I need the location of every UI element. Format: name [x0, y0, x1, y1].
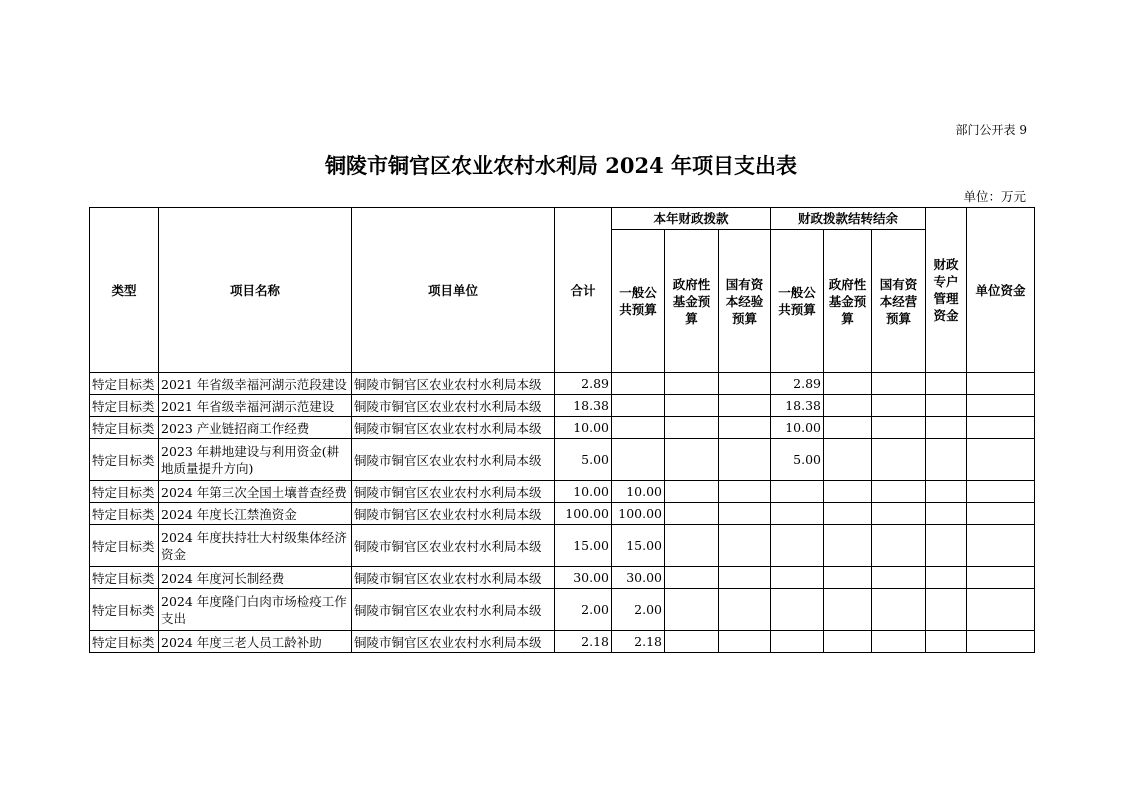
cell-project-name: 2024 年度扶持壮大村级集体经济资金 — [159, 525, 352, 567]
cell-unit-fund — [967, 525, 1035, 567]
cell-special-fund — [926, 525, 967, 567]
header-carry-general-public: 一般公共预算 — [771, 230, 824, 373]
cell-carry-general-public: 5.00 — [771, 439, 824, 481]
cell-total: 100.00 — [555, 503, 612, 525]
cell-total: 2.89 — [555, 373, 612, 395]
cell-carry-general-public — [771, 589, 824, 631]
cell-unit-fund — [967, 417, 1035, 439]
cell-state-capital — [719, 439, 771, 481]
cell-total: 10.00 — [555, 481, 612, 503]
cell-special-fund — [926, 481, 967, 503]
header-special-fund: 财政专户管理资金 — [926, 208, 967, 373]
cell-project-name: 2024 年度隆门白肉市场检疫工作支出 — [159, 589, 352, 631]
cell-general-public: 10.00 — [612, 481, 665, 503]
cell-carry-gov-fund — [824, 373, 872, 395]
header-gov-fund: 政府性基金预算 — [665, 230, 719, 373]
cell-total: 15.00 — [555, 525, 612, 567]
cell-gov-fund — [665, 567, 719, 589]
cell-type: 特定目标类 — [90, 395, 159, 417]
header-type: 类型 — [90, 208, 159, 373]
cell-state-capital — [719, 525, 771, 567]
cell-carry-state-capital — [872, 395, 926, 417]
cell-special-fund — [926, 417, 967, 439]
cell-project-unit: 铜陵市铜官区农业农村水利局本级 — [352, 373, 555, 395]
document-code: 部门公开表 9 — [955, 123, 1027, 137]
cell-unit-fund — [967, 373, 1035, 395]
cell-type: 特定目标类 — [90, 439, 159, 481]
header-project-name: 项目名称 — [159, 208, 352, 373]
cell-unit-fund — [967, 439, 1035, 481]
cell-carry-state-capital — [872, 631, 926, 653]
cell-project-name: 2023 产业链招商工作经费 — [159, 417, 352, 439]
header-carry-state-capital: 国有资本经营预算 — [872, 230, 926, 373]
cell-unit-fund — [967, 395, 1035, 417]
cell-carry-state-capital — [872, 525, 926, 567]
cell-carry-gov-fund — [824, 589, 872, 631]
cell-general-public: 2.18 — [612, 631, 665, 653]
cell-unit-fund — [967, 503, 1035, 525]
cell-carry-general-public — [771, 631, 824, 653]
cell-state-capital — [719, 395, 771, 417]
header-general-public: 一般公共预算 — [612, 230, 665, 373]
cell-unit-fund — [967, 589, 1035, 631]
table-row — [90, 589, 1035, 631]
cell-total: 5.00 — [555, 439, 612, 481]
cell-project-name: 2024 年第三次全国土壤普查经费 — [159, 481, 352, 503]
cell-project-unit: 铜陵市铜官区农业农村水利局本级 — [352, 417, 555, 439]
cell-state-capital — [719, 631, 771, 653]
cell-gov-fund — [665, 395, 719, 417]
cell-type: 特定目标类 — [90, 373, 159, 395]
page-title: 铜陵市铜官区农业农村水利局 2024 年项目支出表 — [324, 153, 798, 178]
cell-carry-general-public: 10.00 — [771, 417, 824, 439]
cell-project-name: 2024 年度长江禁渔资金 — [159, 503, 352, 525]
cell-carry-state-capital — [872, 417, 926, 439]
cell-carry-general-public — [771, 525, 824, 567]
cell-state-capital — [719, 373, 771, 395]
cell-general-public — [612, 417, 665, 439]
table-row — [90, 439, 1035, 481]
cell-state-capital — [719, 589, 771, 631]
cell-project-unit: 铜陵市铜官区农业农村水利局本级 — [352, 589, 555, 631]
cell-type: 特定目标类 — [90, 503, 159, 525]
cell-state-capital — [719, 503, 771, 525]
project-expenditure-table — [89, 207, 1035, 653]
cell-special-fund — [926, 589, 967, 631]
cell-project-name: 2021 年省级幸福河湖示范建设 — [159, 395, 352, 417]
cell-carry-gov-fund — [824, 631, 872, 653]
cell-carry-gov-fund — [824, 439, 872, 481]
cell-project-name: 2024 年度三老人员工龄补助 — [159, 631, 352, 653]
table-row — [90, 481, 1035, 503]
cell-carry-gov-fund — [824, 481, 872, 503]
cell-state-capital — [719, 481, 771, 503]
cell-unit-fund — [967, 567, 1035, 589]
cell-carry-state-capital — [872, 481, 926, 503]
cell-carry-state-capital — [872, 439, 926, 481]
cell-carry-state-capital — [872, 567, 926, 589]
header-project-unit: 项目单位 — [352, 208, 555, 373]
cell-carry-state-capital — [872, 503, 926, 525]
table-row — [90, 395, 1035, 417]
cell-special-fund — [926, 567, 967, 589]
cell-state-capital — [719, 417, 771, 439]
header-state-capital: 国有资本经验预算 — [719, 230, 771, 373]
cell-project-unit: 铜陵市铜官区农业农村水利局本级 — [352, 525, 555, 567]
cell-type: 特定目标类 — [90, 631, 159, 653]
header-carry-gov-fund: 政府性基金预算 — [824, 230, 872, 373]
cell-project-unit: 铜陵市铜官区农业农村水利局本级 — [352, 567, 555, 589]
cell-gov-fund — [665, 631, 719, 653]
cell-general-public — [612, 373, 665, 395]
cell-general-public: 2.00 — [612, 589, 665, 631]
cell-carry-general-public — [771, 503, 824, 525]
cell-carry-general-public: 18.38 — [771, 395, 824, 417]
cell-carry-gov-fund — [824, 417, 872, 439]
cell-total: 10.00 — [555, 417, 612, 439]
cell-project-name: 2021 年省级幸福河湖示范段建设 — [159, 373, 352, 395]
cell-carry-general-public — [771, 567, 824, 589]
header-current-year-group: 本年财政拨款 — [612, 208, 771, 230]
cell-carry-gov-fund — [824, 567, 872, 589]
cell-gov-fund — [665, 503, 719, 525]
cell-carry-gov-fund — [824, 503, 872, 525]
cell-type: 特定目标类 — [90, 417, 159, 439]
cell-carry-state-capital — [872, 589, 926, 631]
cell-unit-fund — [967, 631, 1035, 653]
cell-carry-gov-fund — [824, 525, 872, 567]
table-row — [90, 567, 1035, 589]
cell-type: 特定目标类 — [90, 481, 159, 503]
cell-project-unit: 铜陵市铜官区农业农村水利局本级 — [352, 395, 555, 417]
cell-total: 18.38 — [555, 395, 612, 417]
unit-label: 单位：万元 — [963, 189, 1026, 204]
cell-project-unit: 铜陵市铜官区农业农村水利局本级 — [352, 439, 555, 481]
cell-gov-fund — [665, 481, 719, 503]
cell-carry-state-capital — [872, 373, 926, 395]
table-row — [90, 631, 1035, 653]
cell-general-public — [612, 439, 665, 481]
table-row — [90, 417, 1035, 439]
header-carryover-group: 财政拨款结转结余 — [771, 208, 926, 230]
cell-special-fund — [926, 395, 967, 417]
cell-total: 2.18 — [555, 631, 612, 653]
cell-type: 特定目标类 — [90, 525, 159, 567]
header-unit-fund: 单位资金 — [967, 208, 1035, 373]
cell-total: 2.00 — [555, 589, 612, 631]
cell-general-public: 30.00 — [612, 567, 665, 589]
table-row — [90, 525, 1035, 567]
cell-unit-fund — [967, 481, 1035, 503]
table-row — [90, 373, 1035, 395]
cell-general-public: 15.00 — [612, 525, 665, 567]
cell-gov-fund — [665, 439, 719, 481]
cell-gov-fund — [665, 373, 719, 395]
cell-special-fund — [926, 373, 967, 395]
cell-type: 特定目标类 — [90, 589, 159, 631]
cell-carry-general-public: 2.89 — [771, 373, 824, 395]
cell-gov-fund — [665, 589, 719, 631]
table-row — [90, 503, 1035, 525]
cell-special-fund — [926, 631, 967, 653]
cell-general-public — [612, 395, 665, 417]
cell-carry-gov-fund — [824, 395, 872, 417]
cell-gov-fund — [665, 525, 719, 567]
cell-carry-general-public — [771, 481, 824, 503]
header-total: 合计 — [555, 208, 612, 373]
cell-total: 30.00 — [555, 567, 612, 589]
cell-gov-fund — [665, 417, 719, 439]
cell-special-fund — [926, 503, 967, 525]
cell-project-name: 2024 年度河长制经费 — [159, 567, 352, 589]
cell-general-public: 100.00 — [612, 503, 665, 525]
cell-state-capital — [719, 567, 771, 589]
cell-project-unit: 铜陵市铜官区农业农村水利局本级 — [352, 481, 555, 503]
cell-project-unit: 铜陵市铜官区农业农村水利局本级 — [352, 631, 555, 653]
cell-project-unit: 铜陵市铜官区农业农村水利局本级 — [352, 503, 555, 525]
cell-special-fund — [926, 439, 967, 481]
cell-project-name: 2023 年耕地建设与利用资金(耕地质量提升方向) — [159, 439, 352, 481]
cell-type: 特定目标类 — [90, 567, 159, 589]
